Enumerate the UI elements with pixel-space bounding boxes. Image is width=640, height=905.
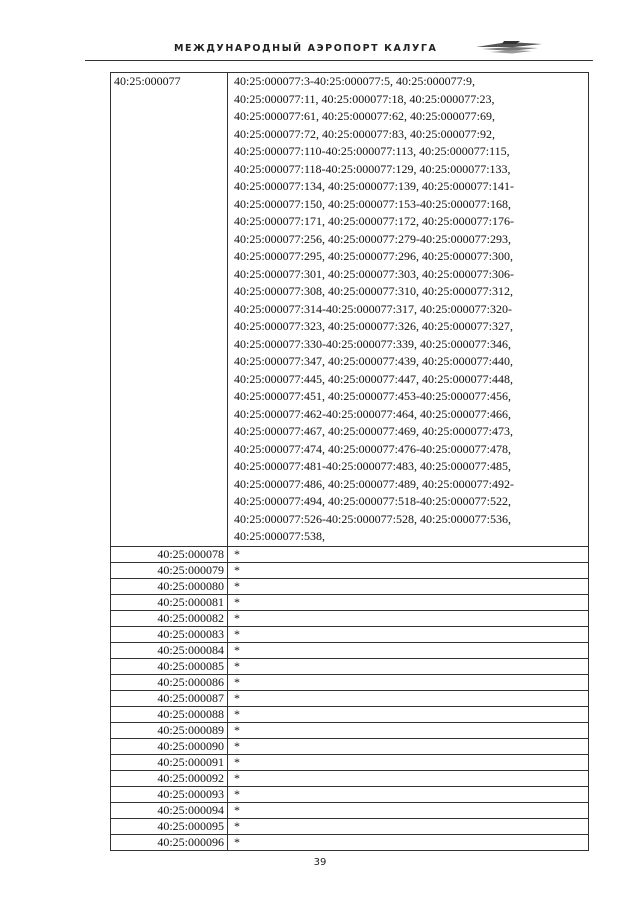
table-row (111, 802, 589, 818)
parcel-list-line: 40:25:000077:72, 40:25:000077:83, 40:25:000077:92, (234, 126, 496, 141)
table-row (111, 770, 589, 786)
cadastral-block-code: 40:25:000078 (111, 546, 228, 562)
parcel-list-line: 40:25:000077:171, 40:25:000077:172, 40:25:000077:176- (234, 214, 515, 228)
parcel-value: * (228, 786, 589, 802)
parcel-list-line: 40:25:000077:347, 40:25:000077:439, 40:25:000077:440, (234, 354, 514, 368)
cadastral-block-code: 40:25:000088 (111, 706, 228, 722)
table-row (111, 722, 589, 738)
parcel-list-line: 40:25:000077:11, 40:25:000077:18, 40:25:000077:23, (234, 91, 495, 106)
parcel-value: * (228, 834, 589, 850)
parcel-value: * (228, 658, 589, 674)
table-row (111, 754, 589, 770)
parcel-list-line: 40:25:000077:3-40:25:000077:5, 40:25:000077:9, (234, 74, 476, 88)
table-row (111, 73, 589, 547)
cadastral-block-code: 40:25:000089 (111, 722, 228, 738)
table-row (111, 610, 589, 626)
cadastral-block-code: 40:25:000091 (111, 754, 228, 770)
parcel-value: * (228, 802, 589, 818)
page-header (0, 0, 640, 70)
parcel-list-line: 40:25:000077:295, 40:25:000077:296, 40:25:000077:300, (234, 249, 514, 263)
cadastral-parcel-list (228, 73, 589, 547)
table-row (111, 578, 589, 594)
cadastral-block-code: 40:25:000080 (111, 578, 228, 594)
header-divider (85, 60, 593, 61)
cadastral-block-code: 40:25:000095 (111, 818, 228, 834)
parcel-list-line: 40:25:000077:323, 40:25:000077:326, 40:25:000077:327, (234, 319, 514, 333)
parcel-list-line: 40:25:000077:314-40:25:000077:317, 40:25:000077:320- (234, 301, 512, 316)
cadastral-block-code: 40:25:000094 (111, 802, 228, 818)
parcel-value: * (228, 562, 589, 578)
cadastral-block-code: 40:25:000087 (111, 690, 228, 706)
parcel-list-line: 40:25:000077:486, 40:25:000077:489, 40:25:000077:492- (234, 476, 515, 491)
parcel-list-line: 40:25:000077:445, 40:25:000077:447, 40:25:000077:448, (234, 371, 514, 386)
cadastral-block-code: 40:25:000082 (111, 610, 228, 626)
parcel-value: * (228, 578, 589, 594)
parcel-value: * (228, 738, 589, 754)
parcel-list-line: 40:25:000077:61, 40:25:000077:62, 40:25:000077:69, (234, 109, 496, 123)
parcel-list-line: 40:25:000077:451, 40:25:000077:453-40:25:000077:456, (234, 389, 512, 403)
table-row (111, 562, 589, 578)
parcel-list-line: 40:25:000077:526-40:25:000077:528, 40:25:000077:536, (234, 511, 512, 526)
cadastral-block-code: 40:25:000086 (111, 674, 228, 690)
parcel-list-line: 40:25:000077:494, 40:25:000077:518-40:25:000077:522, (234, 494, 512, 508)
parcel-list-line: 40:25:000077:301, 40:25:000077:303, 40:25:000077:306- (234, 266, 515, 281)
parcel-value: * (228, 594, 589, 610)
cadastral-block-code: 40:25:000079 (111, 562, 228, 578)
parcel-list-line: 40:25:000077:330-40:25:000077:339, 40:25:000077:346, (234, 336, 512, 351)
cadastral-block-code: 40:25:000090 (111, 738, 228, 754)
header-title: МЕЖДУНАРОДНЫЙ АЭРОПОРТ КАЛУГА (174, 43, 438, 54)
table-row (111, 658, 589, 674)
parcel-list-line: 40:25:000077:538, (234, 529, 326, 543)
parcel-value: * (228, 690, 589, 706)
cadastral-table (110, 72, 589, 851)
table-row (111, 626, 589, 642)
parcel-value: * (228, 754, 589, 770)
parcel-list-line: 40:25:000077:481-40:25:000077:483, 40:25:000077:485, (234, 459, 512, 473)
parcel-list-line: 40:25:000077:467, 40:25:000077:469, 40:25:000077:473, (234, 424, 514, 438)
airport-logo-icon (474, 39, 544, 55)
table-row (111, 594, 589, 610)
parcel-value: * (228, 770, 589, 786)
cadastral-block-code: 40:25:000092 (111, 770, 228, 786)
table-row (111, 642, 589, 658)
table-row (111, 674, 589, 690)
cadastral-block-code: 40:25:000085 (111, 658, 228, 674)
parcel-list-line: 40:25:000077:474, 40:25:000077:476-40:25:000077:478, (234, 441, 512, 456)
parcel-value: * (228, 722, 589, 738)
parcel-value: * (228, 626, 589, 642)
cadastral-block-code: 40:25:000077 (111, 73, 228, 547)
parcel-value: * (228, 674, 589, 690)
table-row (111, 834, 589, 850)
table-row (111, 786, 589, 802)
parcel-list-line: 40:25:000077:118-40:25:000077:129, 40:25:000077:133, (234, 161, 511, 176)
parcel-list-line: 40:25:000077:462-40:25:000077:464, 40:25:000077:466, (234, 406, 512, 421)
table-row (111, 738, 589, 754)
parcel-list-line: 40:25:000077:308, 40:25:000077:310, 40:25:000077:312, (234, 284, 514, 298)
table-row (111, 546, 589, 562)
parcel-value: * (228, 706, 589, 722)
table-row (111, 690, 589, 706)
cadastral-block-code: 40:25:000096 (111, 834, 228, 850)
table-row (111, 706, 589, 722)
parcel-value: * (228, 546, 589, 562)
parcel-list-line: 40:25:000077:150, 40:25:000077:153-40:25:000077:168, (234, 196, 512, 211)
page-number: 39 (313, 857, 327, 868)
parcel-value: * (228, 818, 589, 834)
parcel-value: * (228, 610, 589, 626)
table-row (111, 818, 589, 834)
parcel-list-line: 40:25:000077:256, 40:25:000077:279-40:25:000077:293, (234, 231, 512, 246)
cadastral-block-code: 40:25:000093 (111, 786, 228, 802)
parcel-list-line: 40:25:000077:110-40:25:000077:113, 40:25:000077:115, (234, 144, 510, 158)
cadastral-block-code: 40:25:000081 (111, 594, 228, 610)
parcel-value: * (228, 642, 589, 658)
parcel-list-line: 40:25:000077:134, 40:25:000077:139, 40:25:000077:141- (234, 179, 515, 193)
cadastral-block-code: 40:25:000083 (111, 626, 228, 642)
cadastral-block-code: 40:25:000084 (111, 642, 228, 658)
